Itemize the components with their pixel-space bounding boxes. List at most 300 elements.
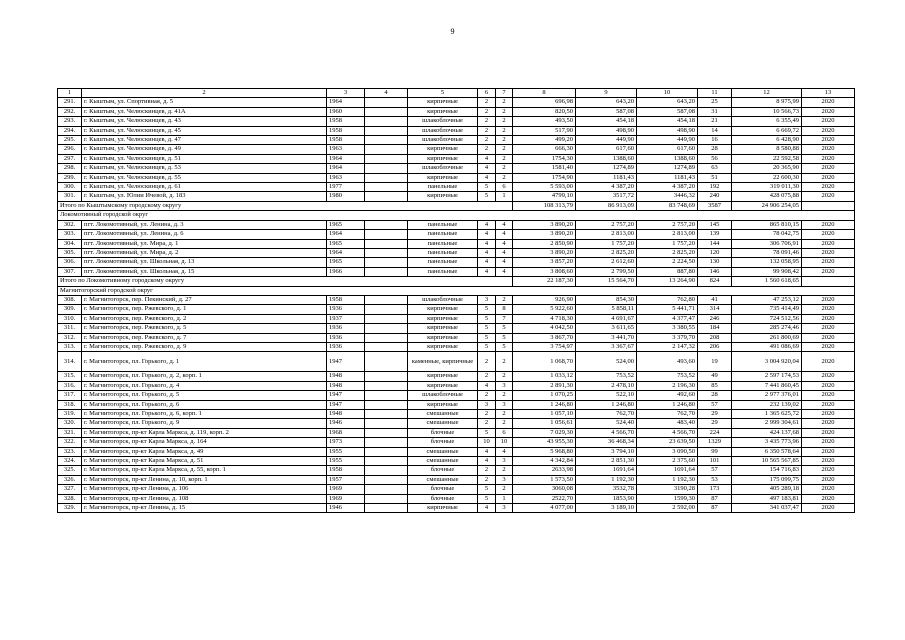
table-cell: 4 [478,258,496,267]
table-cell: 753,52 [576,372,637,381]
table-cell: 56 [698,154,732,163]
table-cell: 2020 [802,391,855,400]
table-cell: 206 [698,342,732,351]
table-cell: 57 [698,466,732,475]
table-cell: кирпичные [408,192,478,201]
table-cell: 5 593,00 [513,183,576,192]
table-cell: 314 [698,305,732,314]
table-cell: 1 056,61 [513,419,576,428]
table-cell: 2020 [802,136,855,145]
table-cell: 5 [478,314,496,323]
table-cell: блочные [408,494,478,503]
table-cell: 2 [496,154,513,163]
table-cell: 2020 [802,145,855,154]
subtotal-cell: 22 187,30 [513,277,576,286]
table-cell: 324. [58,457,82,466]
table-cell: 2 825,20 [576,248,637,257]
table-row [58,192,855,201]
table-cell: 5 [496,333,513,342]
table-cell: 1946 [327,504,365,513]
table-row [58,107,855,116]
table-cell: 1960 [327,107,365,116]
table-cell: 1936 [327,333,365,342]
table-cell: 5 [478,324,496,333]
table-cell: 2 147,32 [637,342,698,351]
table-cell: 316. [58,381,82,390]
table-cell: 1964 [327,248,365,257]
table-cell: 1964 [327,98,365,107]
page-number: 9 [450,27,455,36]
table-cell: 1958 [327,136,365,145]
table-cell: 6 669,72 [732,126,802,135]
column-number: 4 [365,89,408,98]
table-cell: 101 [698,457,732,466]
table-cell: 31 [698,107,732,116]
table-cell [365,136,408,145]
table-row [58,400,855,409]
table-cell: 130 [698,258,732,267]
table-cell: 2 [478,117,496,126]
table-cell: 493,50 [513,117,576,126]
subtotal-row [58,277,855,286]
column-number: 10 [637,89,698,98]
table-cell: 1963 [327,173,365,182]
table-cell [365,381,408,390]
table-cell: 4 [496,230,513,239]
table-cell: смешанные [408,410,478,419]
table-cell: 4 691,67 [576,314,637,323]
table-row [58,230,855,239]
table-cell: 5 [478,428,496,437]
table-row [58,381,855,390]
table-cell: 2020 [802,485,855,494]
table-cell: 5 [496,324,513,333]
table-cell [365,305,408,314]
table-cell: 666,30 [513,145,576,154]
table-cell: 3 [496,381,513,390]
table-cell: кирпичные [408,504,478,513]
table-cell: 2020 [802,239,855,248]
table-cell [365,504,408,513]
table-cell [365,267,408,276]
table-cell: 296. [58,145,82,154]
table-cell: 303. [58,230,82,239]
table-cell: 735 414,49 [732,305,802,314]
table-cell: 2 196,30 [637,381,698,390]
table-cell: 5 [478,485,496,494]
table-row [58,419,855,428]
table-cell: 1936 [327,305,365,314]
table-cell: 2522,70 [513,494,576,503]
table-cell: 319. [58,410,82,419]
table-cell: 753,52 [637,372,698,381]
table-cell: смешанные [408,457,478,466]
table-cell: 1936 [327,324,365,333]
table-row [58,145,855,154]
table-cell: 2 375,60 [637,457,698,466]
table-cell: 1754,90 [513,173,576,182]
table-cell: 10 [496,438,513,447]
table-cell: 4 [478,164,496,173]
table-cell: 2020 [802,438,855,447]
table-cell: г. Магнитогорск, пл. Горького, д. 9 [82,419,327,428]
table-cell: 6 428,90 [732,136,802,145]
table-cell: 2020 [802,98,855,107]
table-cell: 2 [478,372,496,381]
table-cell: 305. [58,248,82,257]
table-cell: 2020 [802,372,855,381]
table-cell: блочные [408,438,478,447]
table-cell: 10 565 567,85 [732,457,802,466]
table-cell: 1937 [327,314,365,323]
table-cell: 146 [698,267,732,276]
table-cell: 99 [698,447,732,456]
table-cell [365,494,408,503]
table-cell: 2 [496,391,513,400]
table-cell: 325. [58,466,82,475]
table-cell: 145 [698,220,732,229]
table-cell: г. Кыштым, ул. Челюскинцев, д. 55 [82,173,327,182]
table-cell: 1948 [327,410,365,419]
table-cell: панельные [408,239,478,248]
subtotal-cell: 824 [698,277,732,286]
table-cell: г. Магнитогорск, пер. Ржевского, д. 1 [82,305,327,314]
table-cell: 454,18 [576,117,637,126]
table-cell: 2 850,90 [513,239,576,248]
subtotal-cell: 108 313,79 [513,201,576,210]
table-cell: 57 [698,400,732,409]
table-row [58,494,855,503]
table-cell: 1388,60 [637,154,698,163]
table-cell: 4 [478,220,496,229]
table-cell: 3 380,55 [637,324,698,333]
table-cell: 307. [58,267,82,276]
table-cell: 524,40 [576,419,637,428]
table-cell: 1964 [327,164,365,173]
table-cell: 498,90 [576,126,637,135]
table-cell: 4 [478,239,496,248]
table-cell: 8 580,88 [732,145,802,154]
table-cell [365,258,408,267]
table-cell: 2020 [802,107,855,116]
table-cell: 328. [58,494,82,503]
table-cell: 320. [58,419,82,428]
table-cell: 2 [478,410,496,419]
table-cell: 643,20 [637,98,698,107]
table-cell: 1599,30 [637,494,698,503]
table-cell: 2020 [802,126,855,135]
table-cell: кирпичные [408,324,478,333]
table-cell: 5 [478,333,496,342]
table-cell: 78 042,75 [732,230,802,239]
table-cell: 323. [58,447,82,456]
table-cell: 762,70 [576,410,637,419]
table-row [58,314,855,323]
table-cell: 4 [496,220,513,229]
table-cell: 587,08 [576,107,637,116]
table-row [58,183,855,192]
table-cell: 1980 [327,192,365,201]
table-cell: 3 379,70 [637,333,698,342]
table-cell [365,400,408,409]
table-cell: 4 077,00 [513,504,576,513]
table-cell: 7 [496,314,513,323]
table-cell: кирпичные [408,154,478,163]
table-cell: 16 [698,136,732,145]
table-cell: 1964 [327,154,365,163]
table-cell [365,220,408,229]
table-cell: шлакоблочные [408,295,478,304]
column-number: 5 [408,89,478,98]
table-cell: 617,60 [637,145,698,154]
table-cell: панельные [408,258,478,267]
table-cell: 2 813,00 [637,230,698,239]
table-cell: 1 246,80 [576,400,637,409]
table-cell: 2 597 174,53 [732,372,802,381]
table-cell: 1965 [327,258,365,267]
table-cell: 2020 [802,333,855,342]
table-cell: 5 [478,494,496,503]
table-cell: смешанные [408,447,478,456]
table-cell: 3 754,97 [513,342,576,351]
column-number: 11 [698,89,732,98]
table-cell [365,333,408,342]
table-cell: 8 975,99 [732,98,802,107]
table-cell: 2 [496,98,513,107]
table-cell: 3 [478,400,496,409]
table-cell [365,314,408,323]
table-cell: 2 977 376,01 [732,391,802,400]
table-cell: панельные [408,267,478,276]
table-cell: 4 [496,447,513,456]
table-cell: 6 [496,428,513,437]
table-cell: 2 224,50 [637,258,698,267]
table-cell: 2 [496,136,513,145]
table-cell [365,145,408,154]
table-cell: 3 [478,295,496,304]
table-cell [365,98,408,107]
table-cell: 2 [496,352,513,372]
table-cell: панельные [408,220,478,229]
subtotal-cell: 83 748,69 [637,201,698,210]
table-cell: 1181,43 [637,173,698,182]
table-row [58,258,855,267]
table-cell: г. Магнитогорск, пр-кт Карла Маркса, д. 51 [82,457,327,466]
subtotal-cell [802,277,855,286]
table-cell: 1754,30 [513,154,576,163]
subtotal-label: Итого по Кыштымскому городскому округу [58,201,513,210]
section-heading: Магнитогорский городской округ [58,286,855,295]
table-cell: 7 441 860,45 [732,381,802,390]
table-cell: 1964 [327,230,365,239]
table-cell: 1 [496,192,513,201]
table-cell: 762,70 [637,410,698,419]
table-cell: 4 342,84 [513,457,576,466]
table-cell [365,466,408,475]
table-row [58,324,855,333]
table-cell: 51 [698,173,732,182]
table-cell: 617,60 [576,145,637,154]
table-cell: 491 086,69 [732,342,802,351]
table-cell: 2 [496,419,513,428]
table-cell: 6 355,49 [732,117,802,126]
table-cell: 232 139,02 [732,400,802,409]
table-cell: 2 [496,485,513,494]
table-cell: кирпичные [408,333,478,342]
table-cell: 1 [496,494,513,503]
table-row [58,410,855,419]
table-cell: 762,80 [637,295,698,304]
table-cell: панельные [408,183,478,192]
table-cell [365,457,408,466]
table-cell: 311. [58,324,82,333]
table-row [58,267,855,276]
table-cell: г. Магнитогорск, пр-кт Карла Маркса, д. 55, корп. 1 [82,466,327,475]
table-cell: 1947 [327,400,365,409]
table-cell: 483,40 [637,419,698,428]
table-cell: 1 192,30 [576,475,637,484]
table-cell: 293. [58,117,82,126]
table-cell: 10 566,73 [732,107,802,116]
table-cell: 22 592,58 [732,154,802,163]
table-cell: 20 365,90 [732,164,802,173]
table-cell: 184 [698,324,732,333]
table-cell: 3 [496,457,513,466]
table-cell: 587,08 [637,107,698,116]
table-cell: 173 [698,485,732,494]
table-cell: 1388,60 [576,154,637,163]
table-cell: 1955 [327,447,365,456]
table-cell: 1274,89 [637,164,698,173]
table-cell: г. Кыштым, ул. Челюскинцев, д. 61 [82,183,327,192]
table-cell [365,173,408,182]
table-cell: 2020 [802,447,855,456]
table-cell: кирпичные [408,314,478,323]
column-number: 2 [82,89,327,98]
table-cell: г. Магнитогорск, пер. Ржевского, д. 5 [82,324,327,333]
table-cell: 4 [496,267,513,276]
table-cell: пгт. Локомотивный, ул. Мира, д. 1 [82,239,327,248]
table-cell: 1947 [327,391,365,400]
table-cell [365,164,408,173]
table-cell: г. Магнитогорск, пр-кт Карла Маркса, д. 119, корп. 2 [82,428,327,437]
table-cell: 4 566,70 [637,428,698,437]
table-cell: 4 [478,504,496,513]
table-cell: 1969 [327,494,365,503]
table-cell: 28 [698,391,732,400]
table-cell: кирпичные [408,98,478,107]
table-cell: 8 [496,305,513,314]
table-cell: 5 [478,342,496,351]
table-cell: шлакоблочные [408,391,478,400]
table-cell: 2020 [802,183,855,192]
table-cell: смешанные [408,475,478,484]
table-cell [365,372,408,381]
table-cell: блочные [408,466,478,475]
table-cell: 1274,89 [576,164,637,173]
table-cell: 2 799,50 [576,267,637,276]
table-cell: 36 468,34 [576,438,637,447]
table-cell: г. Кыштым, ул. Челюскинцев, д. 51 [82,154,327,163]
table-cell: 299. [58,173,82,182]
table-cell: 2 [478,475,496,484]
table-cell: г. Магнитогорск, пл. Горького, д. 5 [82,391,327,400]
table-cell: 23 639,50 [637,438,698,447]
table-cell: 28 [698,145,732,154]
table-row [58,248,855,257]
table-cell: 2020 [802,504,855,513]
table-cell: 2020 [802,352,855,372]
table-cell: 308. [58,295,82,304]
subtotal-cell [802,201,855,210]
table-cell: 2 [496,145,513,154]
table-cell: 454,18 [637,117,698,126]
table-cell: 2020 [802,419,855,428]
table-cell: 2 [478,419,496,428]
table-cell: 4 [478,381,496,390]
table-cell: 2 891,30 [513,381,576,390]
table-cell: шлакоблочные [408,136,478,145]
table-cell: 240 [698,192,732,201]
table-cell [365,183,408,192]
table-cell: 87 [698,494,732,503]
table-cell: 5 [478,305,496,314]
table-cell: 6 [496,183,513,192]
table-cell: 2020 [802,220,855,229]
table-cell: 304. [58,239,82,248]
table-cell: 341 037,47 [732,504,802,513]
table-cell: 1691,64 [576,466,637,475]
column-number: 1 [58,89,82,98]
table-row [58,136,855,145]
table-cell [365,295,408,304]
table-cell: 2 [478,126,496,135]
table-cell: шлакоблочные [408,126,478,135]
table-cell: кирпичные [408,107,478,116]
table-cell: 498,90 [637,126,698,135]
table-cell: 53 [698,475,732,484]
table-cell: 2020 [802,428,855,437]
table-cell: 19 [698,352,732,372]
table-cell: 1691,64 [637,466,698,475]
table-cell: 285 274,46 [732,324,802,333]
table-cell: 4 [478,457,496,466]
table-cell: блочные [408,428,478,437]
table-cell: 2 [496,295,513,304]
table-cell: 517,90 [513,126,576,135]
table-cell: 1958 [327,295,365,304]
table-cell: 2 [496,410,513,419]
table-cell: 2633,98 [513,466,576,475]
table-cell: 14 [698,126,732,135]
table-cell: 1946 [327,419,365,428]
table-cell: г. Кыштым, ул. Челюскинцев, д. 41А [82,107,327,116]
table-cell: 3 090,50 [637,447,698,456]
table-cell: г. Кыштым, ул. Челюскинцев, д. 53 [82,164,327,173]
table-cell: 1957 [327,475,365,484]
table-cell: 1 068,70 [513,352,576,372]
table-cell: 144 [698,239,732,248]
table-cell: панельные [408,230,478,239]
table-row [58,117,855,126]
table-cell: 3 189,10 [576,504,637,513]
table-cell: кирпичные [408,381,478,390]
table-cell: 2 [496,107,513,116]
table-cell: 724 512,56 [732,314,802,323]
table-cell: 306. [58,258,82,267]
table-cell: шлакоблочные [408,117,478,126]
table-cell: 1963 [327,145,365,154]
